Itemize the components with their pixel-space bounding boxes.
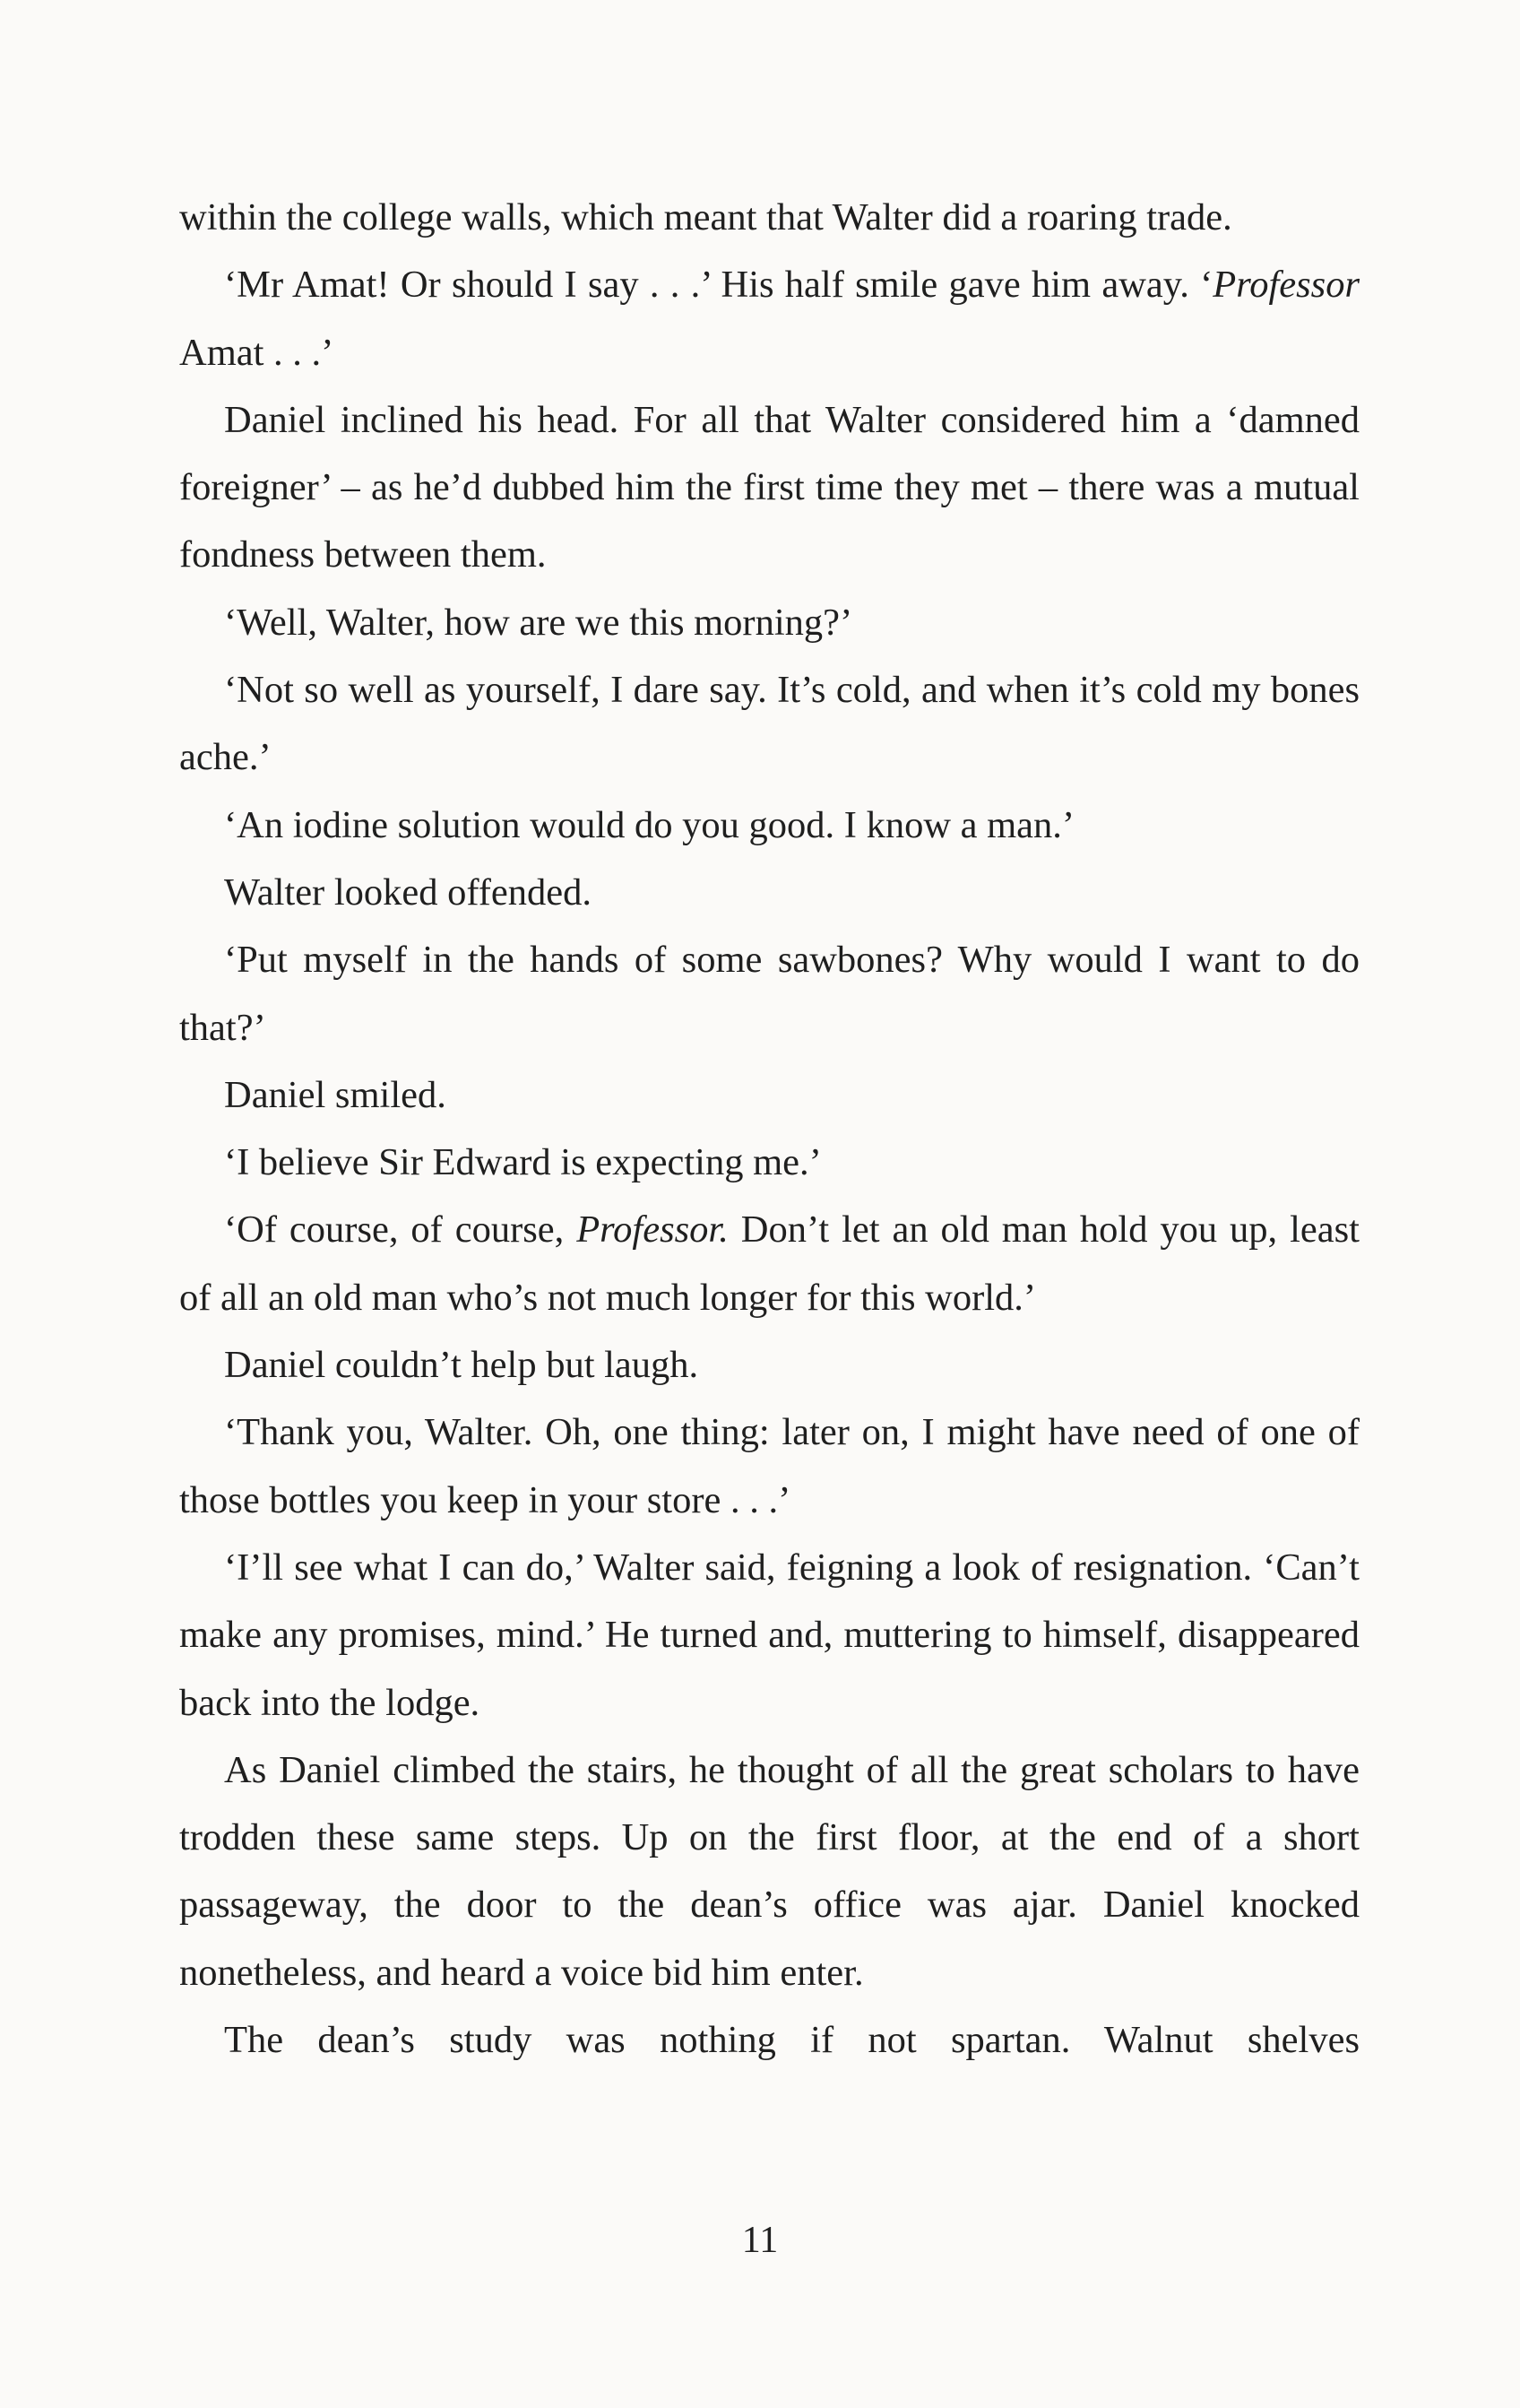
- paragraph: [179, 1129, 1360, 1196]
- text-run: ‘Well, Walter, how are we this morning?’: [224, 601, 853, 644]
- text-run: Daniel smiled.: [224, 1073, 446, 1116]
- paragraph: [179, 184, 1360, 251]
- text-run: ‘Of course, of course,: [224, 1208, 577, 1252]
- paragraph: [179, 859, 1360, 926]
- text-run: ‘I’ll see what I can do,’ Walter said, feigning a look of resignation. ‘Can’t make any promises, mind.’ He turned and, muttering to himself, disappeared back into the lodge.: [179, 1546, 1360, 1724]
- paragraph: [179, 2006, 1360, 2074]
- text-run: Daniel couldn’t help but laugh.: [224, 1344, 699, 1387]
- paragraph: [179, 926, 1360, 1061]
- text-run: Daniel inclined his head. For all that Walter considered him a ‘damned foreigner’ – as he’d dubbed him the first time they met – there was a mutual fondness between them.: [179, 398, 1360, 576]
- text-run: The dean’s study was nothing if not spartan. Walnut shelves: [224, 2019, 1360, 2062]
- text-run: Walter looked offended.: [224, 871, 592, 914]
- text-run: ‘Thank you, Walter. Oh, one thing: later on, I might have need of one of those bottles you keep in your store . . .’: [179, 1411, 1360, 1521]
- paragraph: [179, 1399, 1360, 1534]
- text-run: ‘Put myself in the hands of some sawbones? Why would I want to do that?’: [179, 939, 1360, 1049]
- text-run: ‘Not so well as yourself, I dare say. It’s cold, and when it’s cold my bones ache.’: [179, 669, 1360, 779]
- paragraph: [179, 792, 1360, 859]
- paragraph: [179, 1737, 1360, 2006]
- text-run: ‘Mr Amat! Or should I say . . .’ His half smile gave him away. ‘: [224, 264, 1213, 307]
- text-run: Amat . . .’: [179, 331, 334, 374]
- paragraph: [179, 1331, 1360, 1399]
- italic-text: Professor: [1213, 264, 1360, 307]
- paragraph: [179, 589, 1360, 656]
- paragraph: [179, 1061, 1360, 1129]
- paragraph: [179, 386, 1360, 589]
- text-run: As Daniel climbed the stairs, he thought of all the great scholars to have trodden these same steps. Up on the first floor, at the end of a short passageway, the door to the dean’s office was ajar. Daniel knocked nonetheless, and heard a voice bid him enter.: [179, 1748, 1360, 1994]
- text-run: ‘I believe Sir Edward is expecting me.’: [224, 1141, 822, 1184]
- body-text: [179, 184, 1360, 2074]
- text-run: within the college walls, which meant that Walter did a roaring trade.: [179, 196, 1232, 238]
- page-number: 11: [741, 2220, 779, 2261]
- paragraph: [179, 1196, 1360, 1331]
- italic-text: Professor.: [576, 1208, 729, 1252]
- paragraph: [179, 1534, 1360, 1737]
- text-run: Don’t let an old man hold you up, least of all an old man who’s not much longer for this world.’: [179, 1208, 1360, 1319]
- text-run: ‘An iodine solution would do you good. I know a man.’: [224, 803, 1075, 846]
- paragraph: [179, 656, 1360, 792]
- paragraph: [179, 251, 1360, 386]
